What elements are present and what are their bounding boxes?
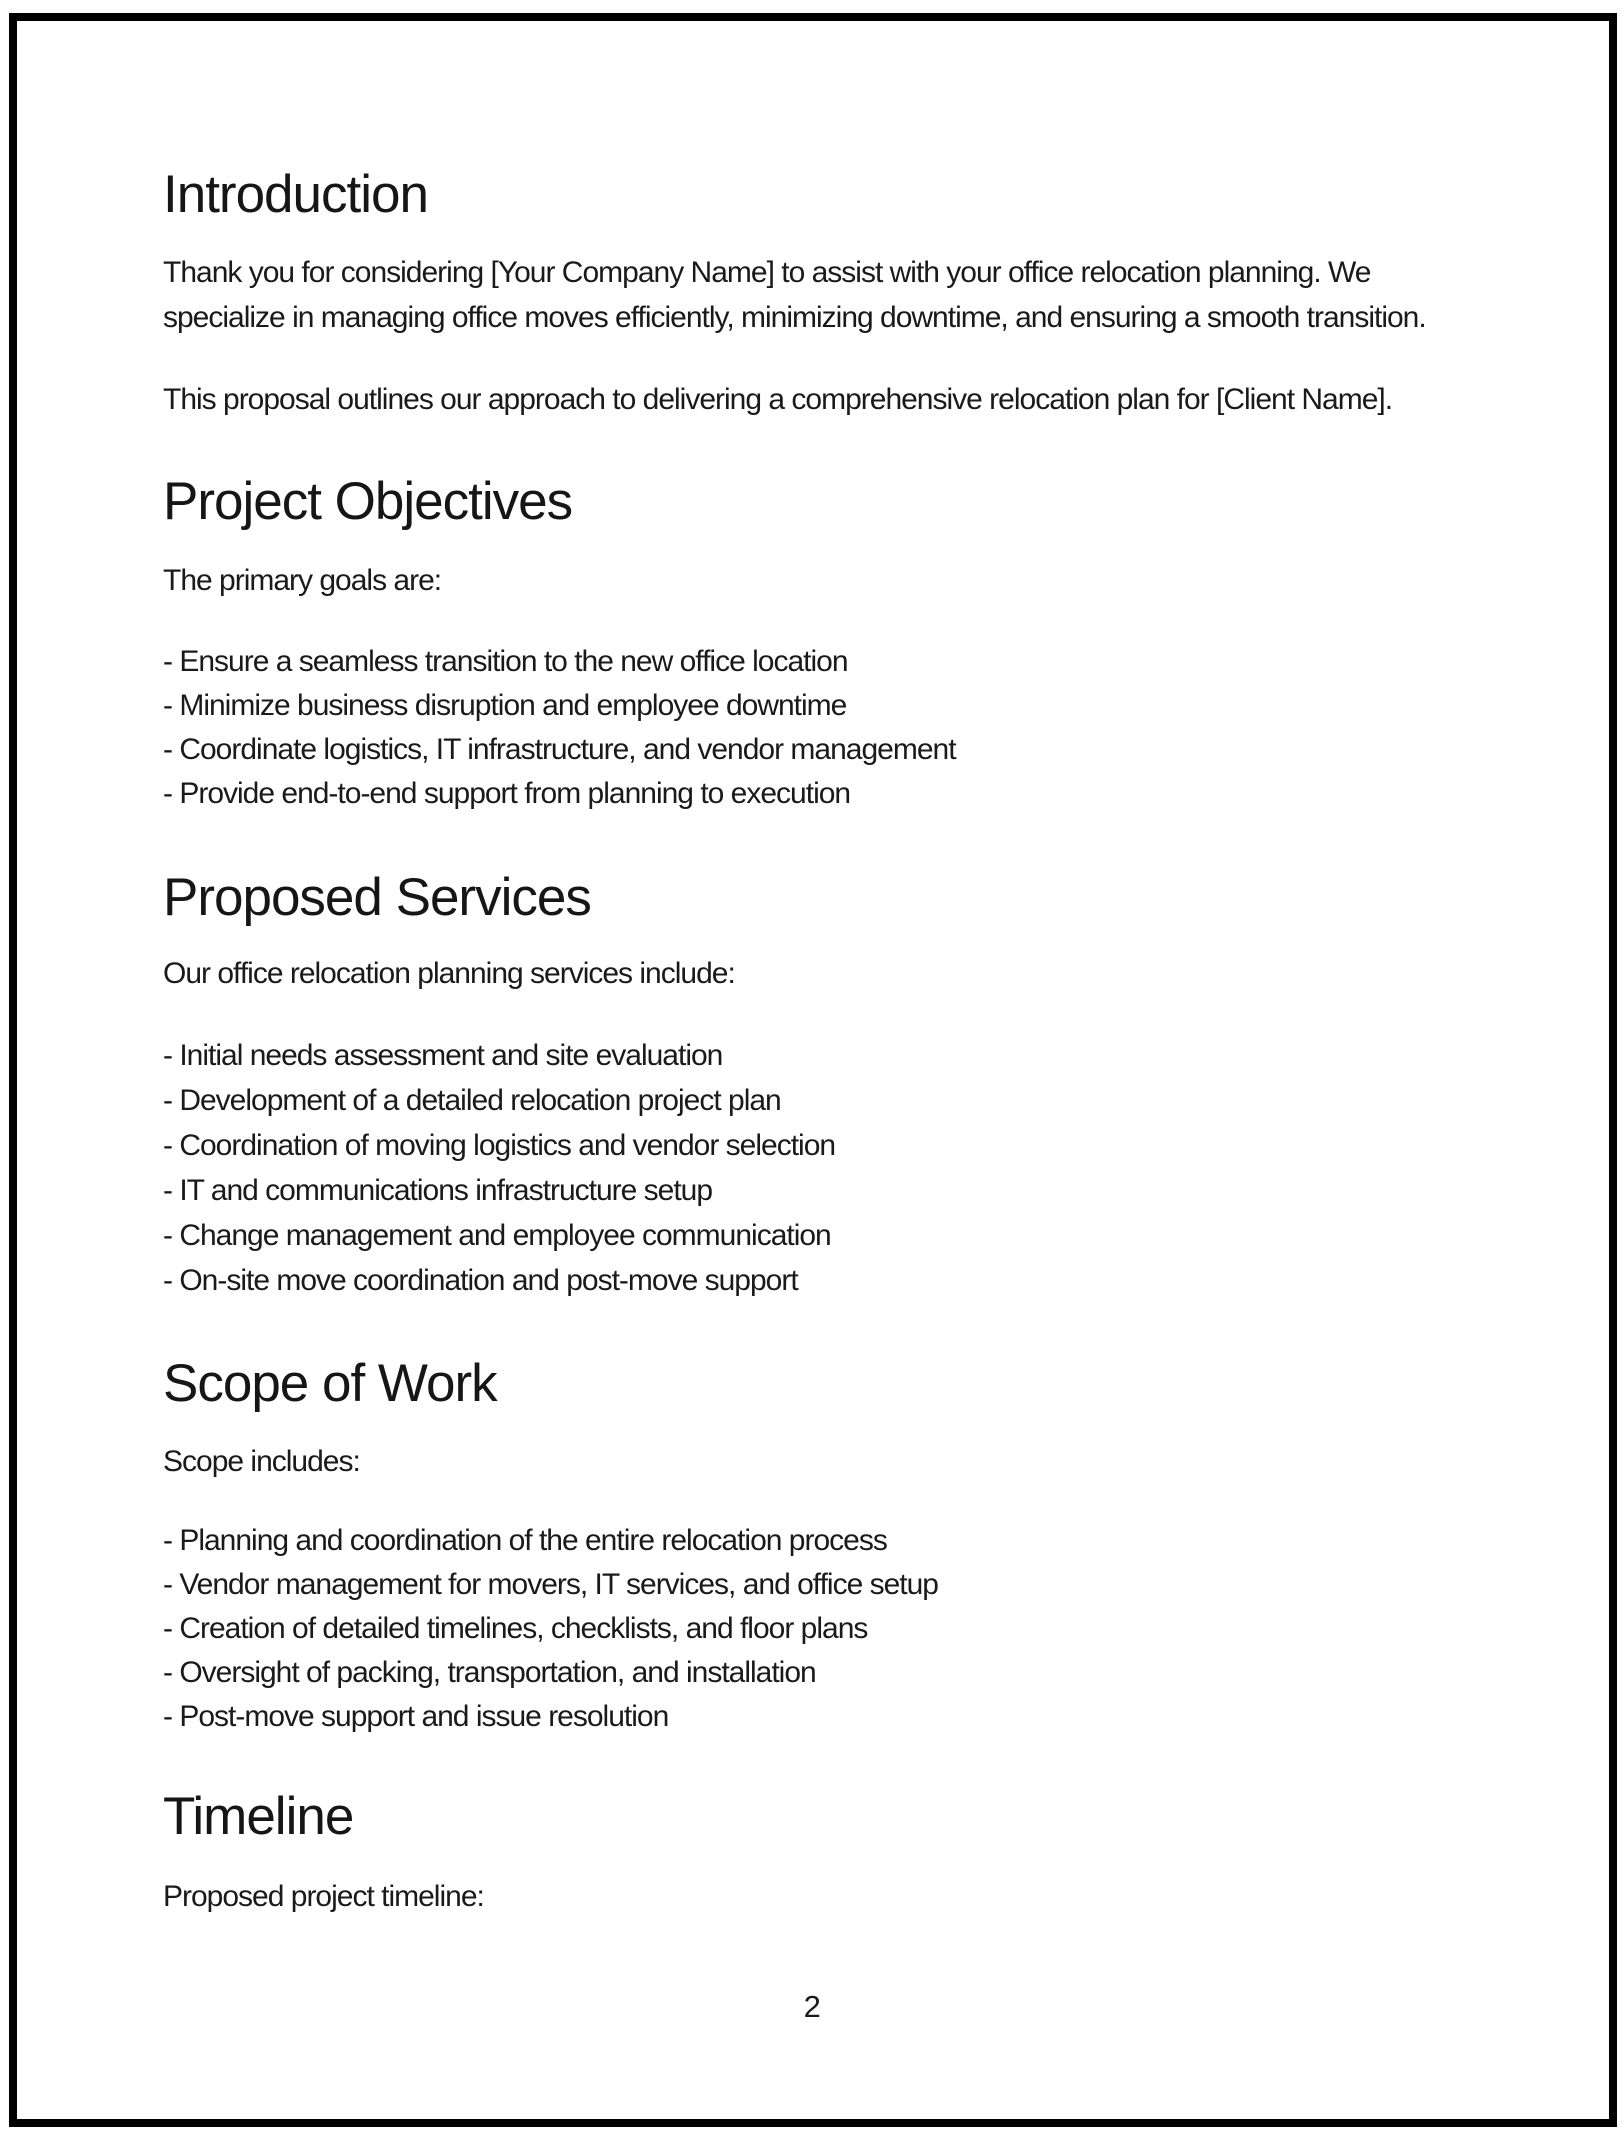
list-item: - Vendor management for movers, IT services, and office setup <box>163 1568 938 1601</box>
section-heading-introduction: Introduction <box>163 165 428 224</box>
intro-paragraph-2 <box>163 377 1392 422</box>
section-heading-scope-of-work: Scope of Work <box>163 1354 497 1413</box>
objectives-list <box>163 640 956 816</box>
page-number: 2 <box>803 1989 821 2024</box>
section-heading-proposed-services: Proposed Services <box>163 868 591 927</box>
timeline-intro: Proposed project timeline: <box>163 1880 484 1913</box>
section-heading-timeline: Timeline <box>163 1787 354 1846</box>
list-item: - Coordinate logistics, IT infrastructure, and vendor management <box>163 733 956 766</box>
list-item: - Minimize business disruption and employee downtime <box>163 689 847 722</box>
scope-list <box>163 1519 938 1739</box>
paragraph-line: specialize in managing office moves efficiently, minimizing downtime, and ensuring a smooth transition. <box>163 301 1426 334</box>
list-item: - Development of a detailed relocation project plan <box>163 1084 781 1117</box>
scope-intro: Scope includes: <box>163 1445 360 1478</box>
paragraph-line: This proposal outlines our approach to delivering a comprehensive relocation plan for [Client Name]. <box>163 383 1393 416</box>
list-item: - Creation of detailed timelines, checklists, and floor plans <box>163 1612 868 1645</box>
list-item: - IT and communications infrastructure setup <box>163 1174 713 1207</box>
services-list <box>163 1033 835 1303</box>
objectives-intro: The primary goals are: <box>163 564 442 597</box>
list-item: - Planning and coordination of the entire relocation process <box>163 1524 887 1557</box>
intro-paragraph-1 <box>163 250 1426 340</box>
list-item: - Oversight of packing, transportation, and installation <box>163 1656 816 1689</box>
list-item: - Ensure a seamless transition to the new office location <box>163 645 848 678</box>
list-item: - Provide end-to-end support from planning to execution <box>163 777 851 810</box>
list-item: - Change management and employee communication <box>163 1219 831 1252</box>
list-item: - Initial needs assessment and site evaluation <box>163 1039 723 1072</box>
list-item: - On-site move coordination and post-move support <box>163 1264 798 1297</box>
section-heading-project-objectives: Project Objectives <box>163 472 573 531</box>
list-item: - Post-move support and issue resolution <box>163 1700 669 1733</box>
list-item: - Coordination of moving logistics and vendor selection <box>163 1129 836 1162</box>
paragraph-line: Thank you for considering [Your Company Name] to assist with your office relocation planning. We <box>163 256 1371 289</box>
services-intro: Our office relocation planning services include: <box>163 957 735 990</box>
